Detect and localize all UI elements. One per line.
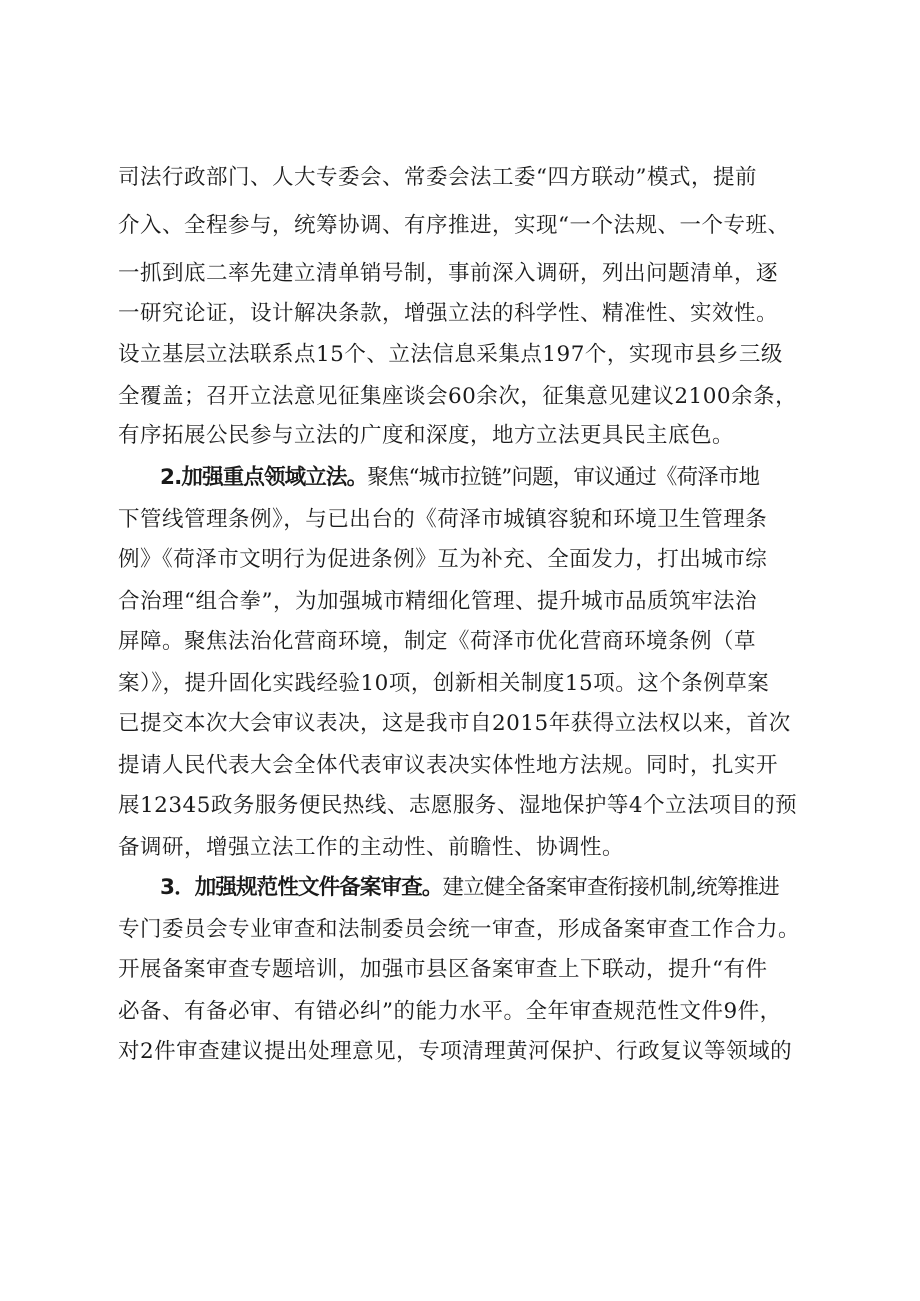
body-text-line: 屏障。聚焦法治化营商环境，制定《荷泽市优化营商环境条例（草 (118, 629, 757, 654)
body-text-line: 开展备案审查专题培训，加强市县区备案审查上下联动，提升“有件 (118, 957, 768, 982)
body-text-line: 提请人民代表大会全体代表审议表决实体性地方法规。同时，扎实开 (118, 753, 779, 778)
body-text-line: 有序拓展公民参与立法的广度和深度，地方立法更具民主底色。 (118, 423, 735, 448)
body-text-line: 全覆盖；召开立法意见征集座谈会60余次，征集意见建议2100余条， (118, 384, 798, 409)
body-text-line: 设立基层立法联系点15个、立法信息采集点197个，实现市县乡三级 (118, 342, 783, 367)
body-text-line: 已提交本次大会审议表决，这是我市自2015年获得立法权以来，首次 (118, 711, 791, 736)
body-text-line: 一研究论证，设计解决条款，增强立法的科学性、精准性、实效性。 (118, 301, 779, 326)
body-text-line: 必备、有备必审、有错必纠”的能力水平。全年审查规范性文件9件， (118, 999, 782, 1024)
body-text-line: 下管线管理条例》，与已出台的《荷泽市城镇容貌和环境卫生管理条 (118, 507, 768, 532)
section-heading-line: 2.加强重点领域立法。聚焦“城市拉链”问题，审议通过《荷泽市地 (160, 465, 760, 490)
body-text-line: 专门委员会专业审查和法制委员会统一审查，形成备案审查工作合力。 (118, 917, 801, 942)
body-text-line: 司法行政部门、人大专委会、常委会法工委“四方联动”模式，提前 (118, 165, 757, 190)
section-heading-line: 3．加强规范性文件备案审查。建立健全备案审查衔接机制,统筹推进 (160, 875, 779, 900)
section-heading: 2.加强重点领域立法。 (160, 465, 368, 490)
body-text-line: 案）》，提升固化实践经验10项，创新相关制度15项。这个条例草案 (118, 671, 770, 696)
body-text-line: 介入、全程参与，统筹协调、有序推进，实现“一个法规、一个专班、 (118, 213, 790, 238)
body-text-line: 对2件审查建议提出处理意见，专项清理黄河保护、行政复议等领域的 (118, 1039, 793, 1064)
section-heading: 3．加强规范性文件备案审查。 (160, 875, 443, 900)
body-text-line: 例》《荷泽市文明行为促进条例》互为补充、全面发力，打出城市综 (118, 547, 768, 572)
body-text-line: 合治理“组合拳”，为加强城市精细化管理、提升城市品质筑牢法治 (118, 589, 757, 614)
body-text-line: 展12345政务服务便民热线、志愿服务、湿地保护等4个立法项目的预 (118, 793, 798, 818)
body-text-line: 一抓到底二率先建立清单销号制，事前深入调研，列出问题清单，逐 (118, 261, 779, 286)
body-text-line: 备调研，增强立法工作的主动性、前瞻性、协调性。 (118, 835, 625, 860)
